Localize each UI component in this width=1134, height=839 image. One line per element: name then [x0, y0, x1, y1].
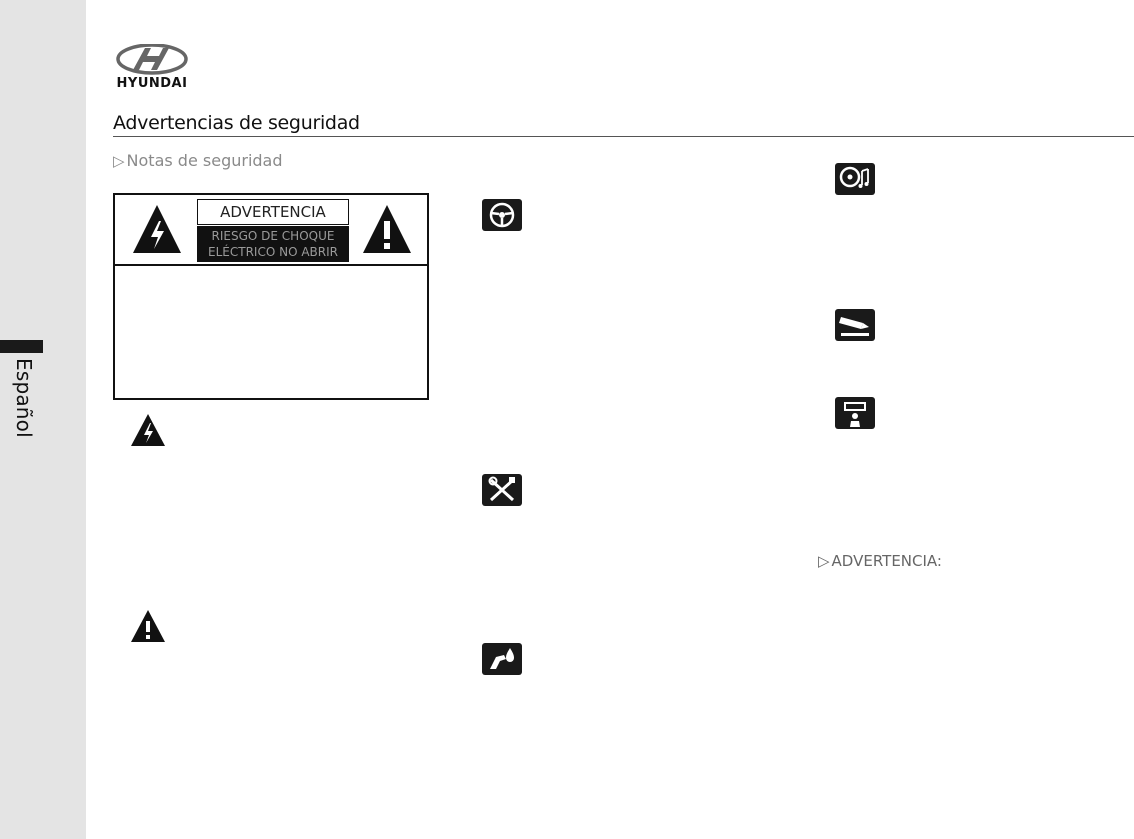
sub-heading-text: Notas de seguridad	[126, 151, 283, 170]
hyundai-emblem-icon	[111, 44, 193, 76]
warning-heading	[818, 552, 942, 570]
disc-audio-icon	[835, 163, 875, 195]
brand-logo	[111, 44, 193, 92]
no-tools-icon	[482, 474, 522, 506]
language-label: Español	[12, 358, 36, 438]
shock-risk-line-1: RIESGO DE CHOQUE	[211, 229, 335, 243]
steering-wheel-icon	[482, 199, 522, 231]
warning-heading-text: ADVERTENCIA:	[831, 552, 942, 570]
triangle-bullet-icon: ▷	[818, 552, 830, 570]
lightning-triangle-icon	[131, 203, 183, 255]
section-title: Advertencias de seguridad	[113, 112, 360, 134]
warning-word: ADVERTENCIA	[197, 199, 349, 225]
electric-shock-warning-box	[113, 193, 429, 400]
lightning-warning-icon	[130, 413, 166, 447]
seat-screen-icon	[835, 397, 875, 429]
no-insert-objects-icon	[835, 309, 875, 341]
triangle-bullet-icon: ▷	[113, 152, 125, 170]
warning-box-divider	[115, 264, 427, 266]
exclamation-warning-icon	[130, 609, 166, 643]
title-rule	[113, 136, 1134, 137]
exclamation-triangle-icon	[361, 203, 413, 255]
shock-risk-label	[197, 226, 349, 262]
brand-name: HYUNDAI	[116, 76, 188, 91]
no-liquid-icon	[482, 643, 522, 675]
shock-risk-line-2: ELÉCTRICO NO ABRIR	[208, 245, 338, 259]
sub-heading	[113, 151, 283, 170]
language-tab-marker	[0, 340, 43, 353]
